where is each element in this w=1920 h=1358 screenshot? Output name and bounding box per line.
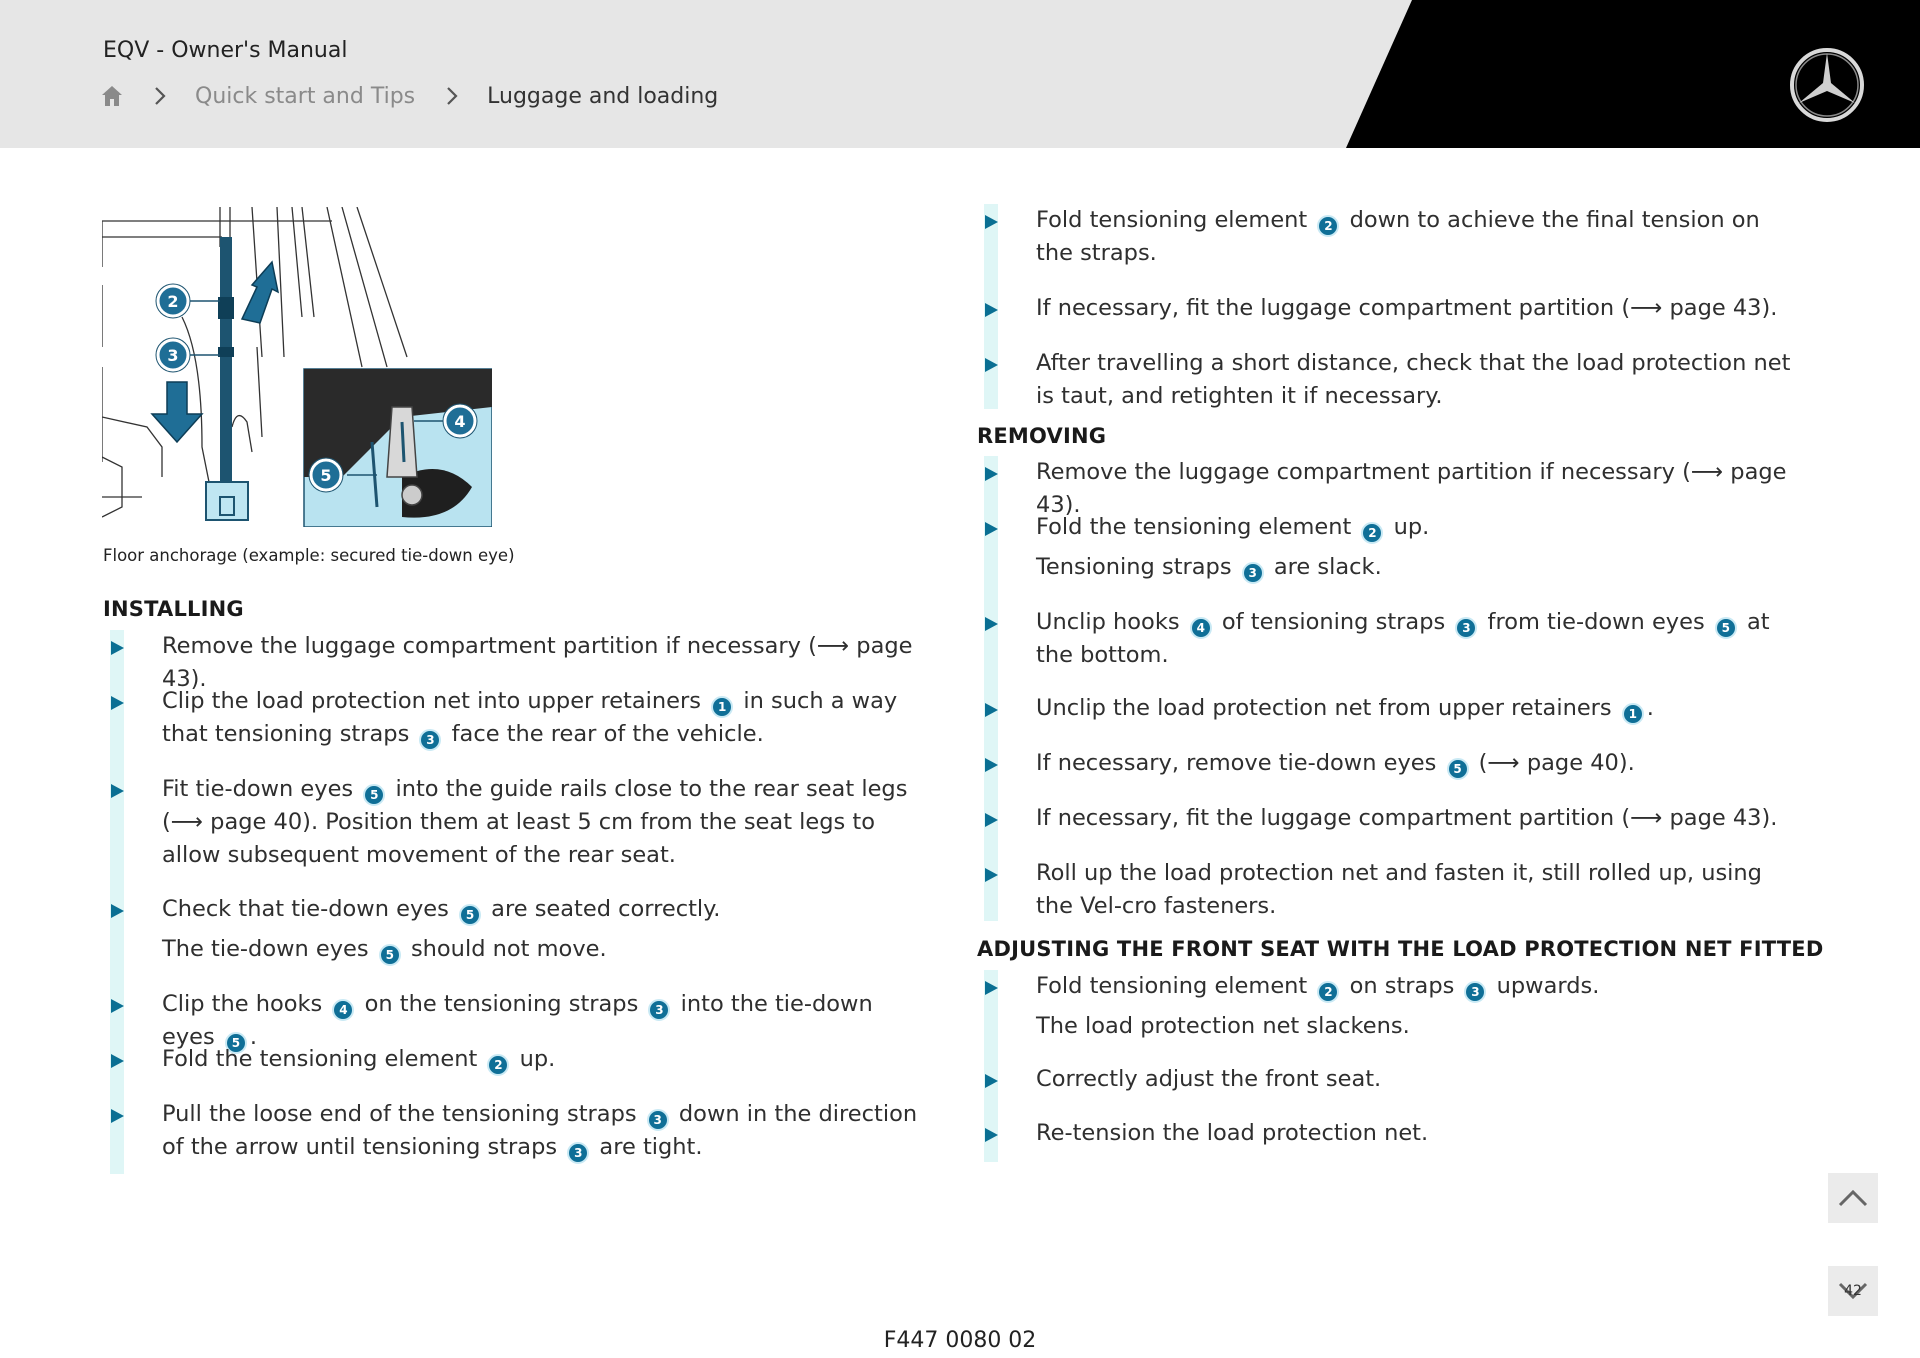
list-item: Remove the luggage compartment partition if necessary (⟶ page 43). (976, 456, 1791, 511)
callout-2: 2 (487, 1054, 509, 1076)
list-item: Fold tensioning element 2 down to achieve the final tension on the straps. (976, 204, 1791, 292)
callout-5: 5 (363, 784, 385, 806)
list-item: Correctly adjust the front seat. (976, 1063, 1791, 1117)
callout-3: 3 (419, 729, 441, 751)
home-icon[interactable] (101, 85, 123, 107)
image-code: F447 0080 02 (883, 1328, 1037, 1353)
step-arrow-icon (985, 703, 998, 717)
step-arrow-icon (111, 904, 124, 918)
list-item: Clip the hooks 4 on the tensioning straps 3 into the tie-down eyes 5 . (102, 988, 922, 1043)
callout-1: 1 (1622, 703, 1644, 725)
step-arrow-icon (985, 215, 998, 229)
breadcrumb (101, 80, 718, 112)
step-arrow-icon (985, 358, 998, 372)
installing-steps (102, 630, 922, 1174)
figure-caption: Floor anchorage (example: secured tie-down eye) (103, 546, 515, 565)
list-item: If necessary, remove tie-down eyes 5 (⟶ page 40). (976, 747, 1791, 802)
floor-anchorage-illustration (102, 207, 492, 527)
header (0, 0, 1920, 148)
list-item: Unclip hooks 4 of tensioning straps 3 from tie-down eyes 5 at the bottom. (976, 606, 1791, 692)
step-arrow-icon (985, 1128, 998, 1142)
callout-3: 3 (647, 1109, 669, 1131)
list-item: Check that tie-down eyes 5 are seated correctly. The tie-down eyes 5 should not move. (102, 893, 922, 988)
scroll-up-button[interactable] (1828, 1173, 1878, 1223)
step-arrow-icon (985, 981, 998, 995)
mercedes-star-logo (1787, 45, 1867, 125)
installing-heading: INSTALLING (103, 597, 244, 621)
step-arrow-icon (985, 303, 998, 317)
callout-2: 2 (1317, 981, 1339, 1003)
list-item: Remove the luggage compartment partition if necessary (⟶ page 43). (102, 630, 922, 685)
figure-callout-2: 2 (167, 292, 179, 311)
list-item: Fold tensioning element 2 on straps 3 upwards. The load protection net slackens. (976, 970, 1791, 1063)
list-item: Pull the loose end of the tensioning straps 3 down in the direction of the arrow until tensioning straps 3 are tight. (102, 1098, 922, 1174)
callout-4: 4 (332, 999, 354, 1021)
callout-5: 5 (1715, 617, 1737, 639)
callout-3: 3 (567, 1142, 589, 1164)
breadcrumb-current: Luggage and loading (487, 83, 719, 109)
callout-5: 5 (379, 944, 401, 966)
page-number: 42 (1844, 1283, 1862, 1299)
chevron-right-icon (445, 85, 459, 107)
chevron-up-icon (1837, 1188, 1869, 1208)
list-item: If necessary, fit the luggage compartment partition (⟶ page 43). (976, 292, 1791, 347)
list-item: Fold the tensioning element 2 up. (102, 1043, 922, 1098)
list-item: After travelling a short distance, check that the load protection net is taut, and retighten it if necessary. (976, 347, 1791, 409)
chevron-right-icon (153, 85, 167, 107)
list-item: Unclip the load protection net from upper retainers 1 . (976, 692, 1791, 747)
breadcrumb-link[interactable]: Quick start and Tips (195, 83, 416, 109)
step-arrow-icon (985, 813, 998, 827)
step-arrow-icon (111, 784, 124, 798)
step-arrow-icon (985, 522, 998, 536)
step-arrow-icon (111, 641, 124, 655)
callout-5: 5 (1447, 758, 1469, 780)
step-arrow-icon (985, 868, 998, 882)
list-item: Clip the load protection net into upper retainers 1 in such a way that tensioning straps 3 face the rear of the vehicle. (102, 685, 922, 773)
adjusting-steps (976, 970, 1791, 1162)
figure-callout-5: 5 (320, 466, 332, 485)
step-arrow-icon (111, 1109, 124, 1123)
callout-4: 4 (1190, 617, 1212, 639)
callout-3: 3 (1242, 562, 1264, 584)
list-item: Re-tension the load protection net. (976, 1117, 1791, 1162)
callout-5: 5 (459, 904, 481, 926)
step-arrow-icon (985, 1074, 998, 1088)
doc-title: EQV - Owner's Manual (103, 38, 348, 63)
callout-3: 3 (648, 999, 670, 1021)
callout-3: 3 (1455, 617, 1477, 639)
step-arrow-icon (985, 758, 998, 772)
list-item: Fit tie-down eyes 5 into the guide rails close to the rear seat legs (⟶ page 40). Position them at least 5 cm from the seat legs to allow subsequent movement of the rear seat. (102, 773, 922, 893)
list-item: Fold the tensioning element 2 up. Tensioning straps 3 are slack. (976, 511, 1791, 606)
step-arrow-icon (111, 999, 124, 1013)
list-item: If necessary, fit the luggage compartment partition (⟶ page 43). (976, 802, 1791, 857)
figure-callout-3: 3 (167, 346, 179, 365)
callout-5: 5 (225, 1032, 247, 1054)
list-item: Roll up the load protection net and fasten it, still rolled up, using the Vel-cro fasteners. (976, 857, 1791, 921)
step-arrow-icon (111, 696, 124, 710)
step-arrow-icon (985, 467, 998, 481)
step-arrow-icon (985, 617, 998, 631)
callout-2: 2 (1317, 215, 1339, 237)
callout-2: 2 (1361, 522, 1383, 544)
callout-3: 3 (1464, 981, 1486, 1003)
removing-steps (976, 456, 1791, 921)
adjusting-heading: ADJUSTING THE FRONT SEAT WITH THE LOAD PROTECTION NET FITTED (977, 937, 1824, 961)
removing-heading: REMOVING (977, 424, 1107, 448)
step-arrow-icon (111, 1054, 124, 1068)
figure-callout-4: 4 (454, 412, 466, 431)
callout-1: 1 (711, 696, 733, 718)
installing-steps-continued (976, 204, 1791, 409)
